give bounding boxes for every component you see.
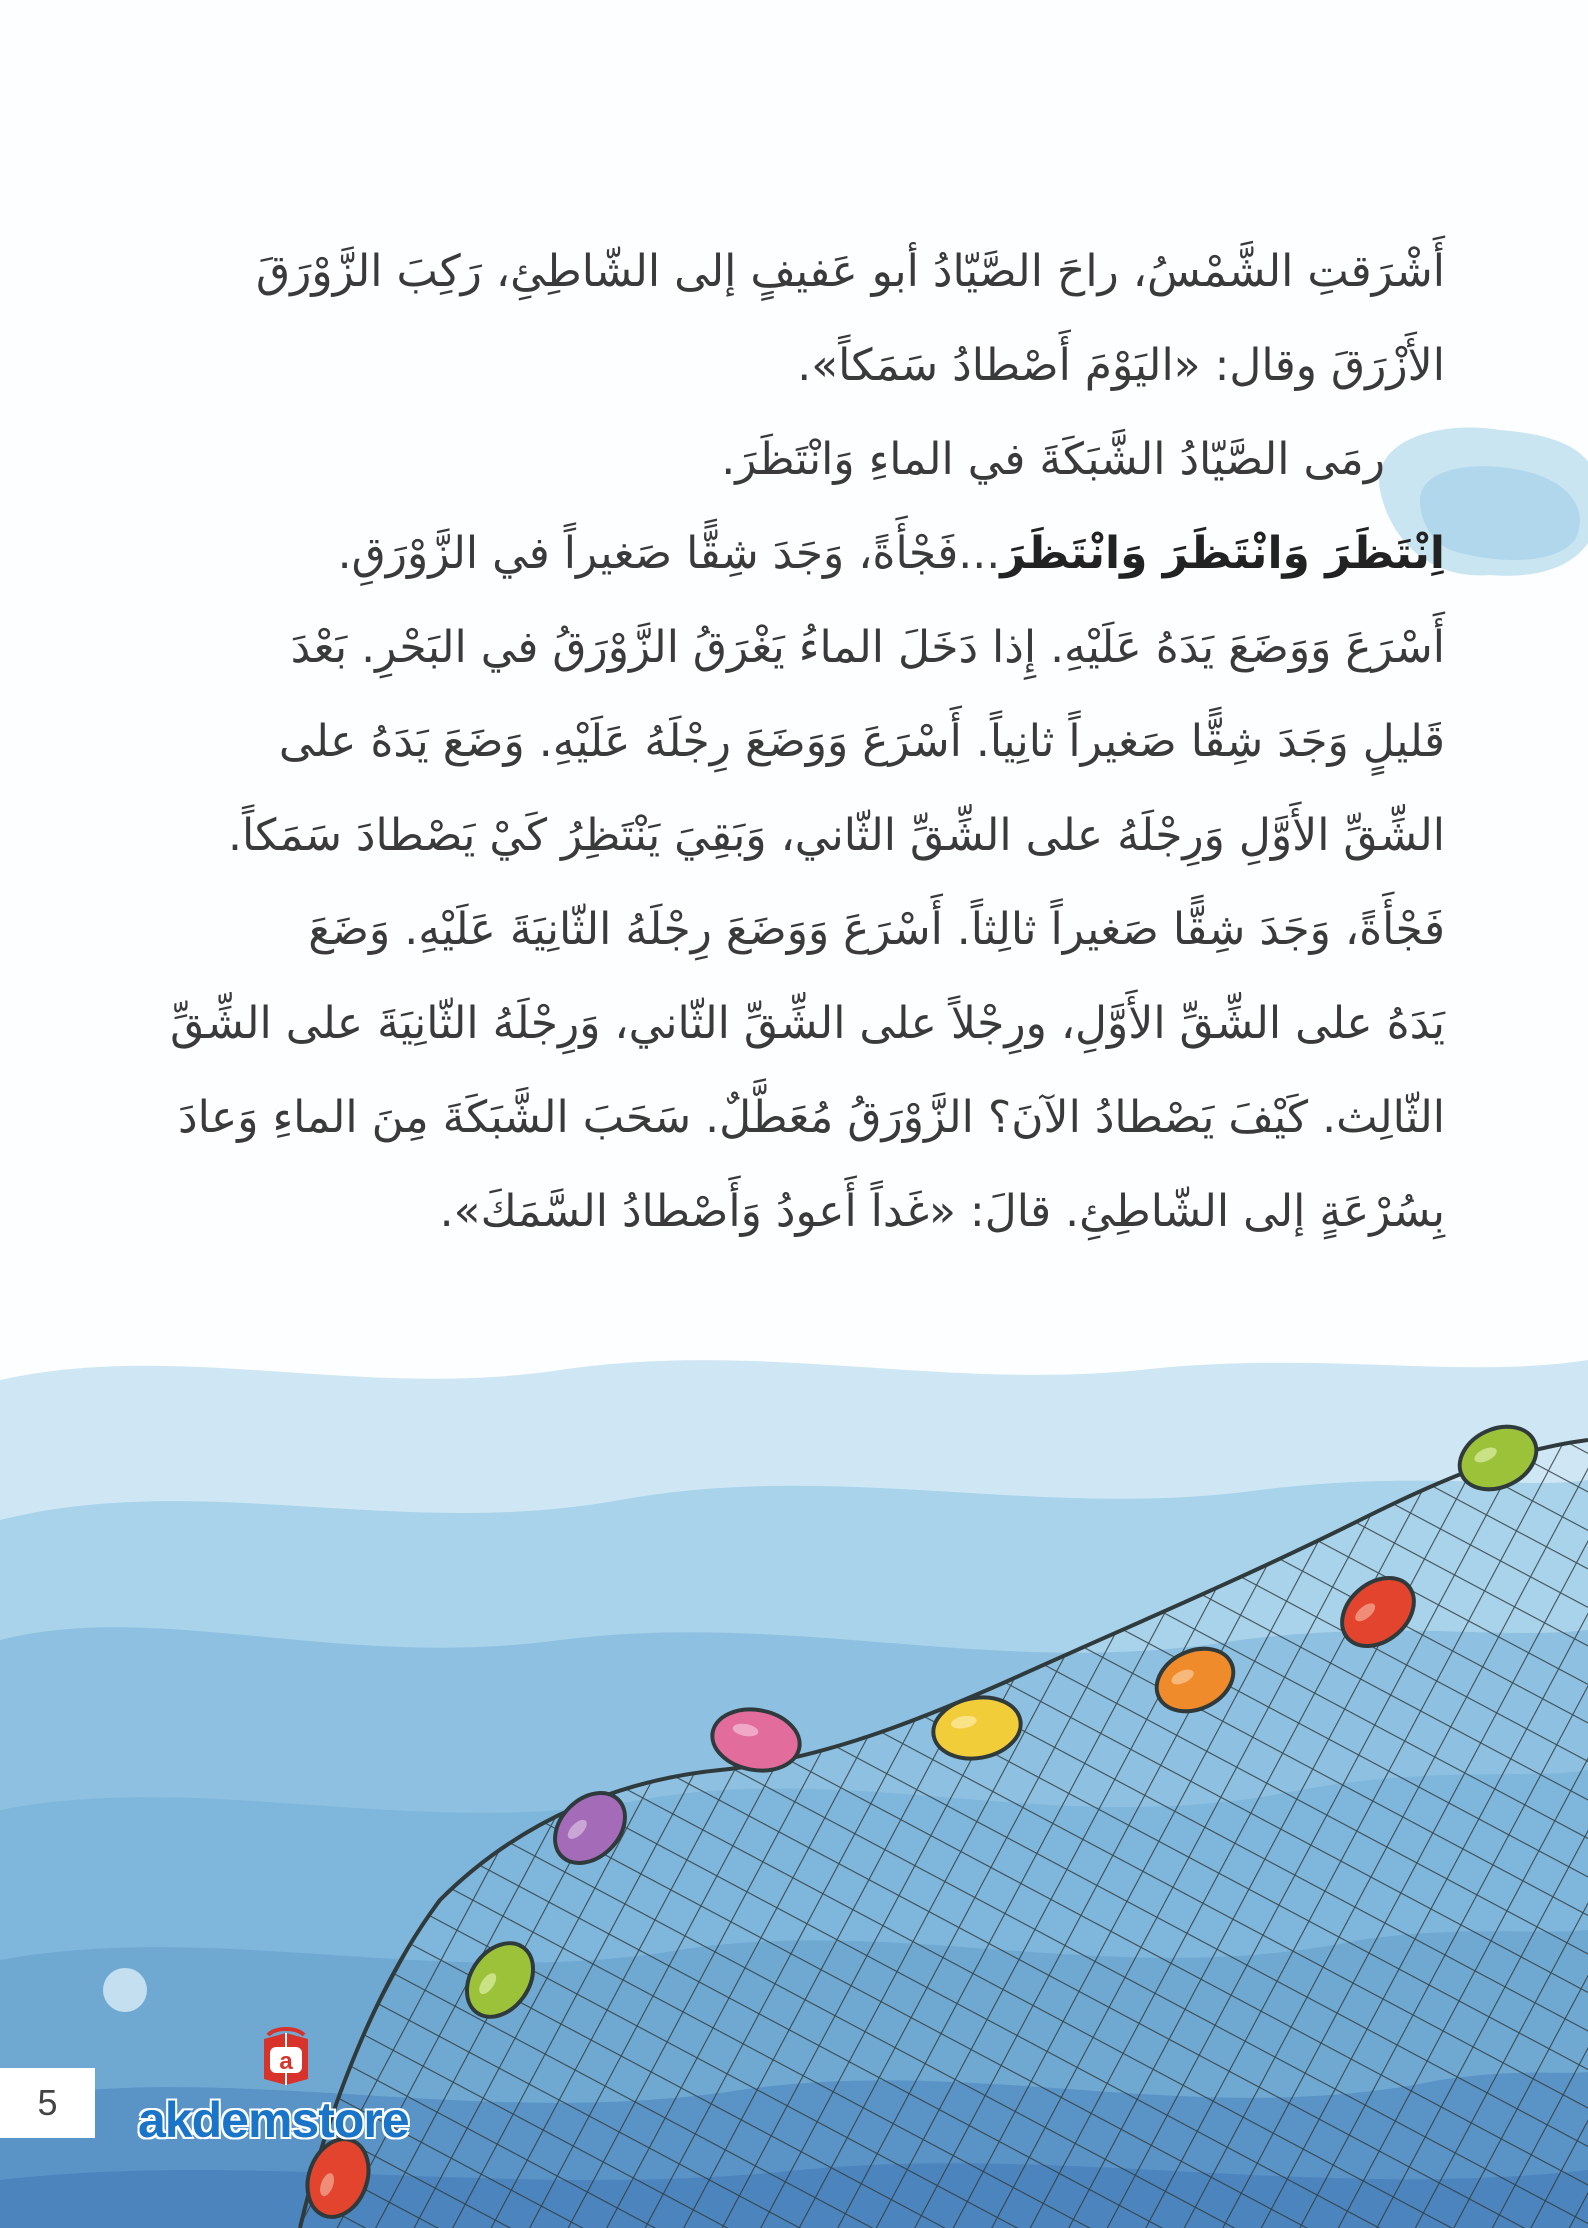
page-number: 5 <box>37 2082 58 2123</box>
story-line-5: أَسْرَعَ وَوَضَعَ يَدَهُ عَلَيْهِ. إِذا دَخَلَ الماءُ يَغْرَقُ الزَّوْرَقُ في البَحْرِ. بَعْدَ <box>290 622 1445 673</box>
story-line-8: فَجْأَةً، وَجَدَ شِقًّا صَغيراً ثالِثاً. أَسْرَعَ وَوَضَعَ رِجْلَهُ الثّانِيَةَ عَلَيْهِ. وَضَعَ <box>308 904 1445 955</box>
logo-icon-letter: a <box>279 2048 293 2075</box>
page-number-box <box>0 2068 95 2138</box>
story-text <box>150 225 1445 1259</box>
story-line-4 <box>150 507 1445 601</box>
bold-phrase: اِنْتَظَرَ وَانْتَظَرَ وَانْتَظَرَ <box>1000 528 1445 579</box>
bubble <box>103 1968 147 2012</box>
story-line-1: أَشْرَقتِ الشَّمْسُ، راحَ الصَّيّادُ أبو عَفيفٍ إلى الشّاطِئِ، رَكِبَ الزَّوْرَقَ <box>255 246 1445 297</box>
story-line-2: الأَزْرَقَ وقال: «اليَوْمَ أَصْطادُ سَمَكاً». <box>797 340 1445 391</box>
story-line-10: الثّالِث. كَيْفَ يَصْطادُ الآنَ؟ الزَّوْرَقُ مُعَطَّلٌ. سَحَبَ الشَّبَكَةَ مِنَ الماءِ وَعادَ <box>177 1092 1445 1143</box>
story-line-3: رمَى الصَّيّادُ الشَّبَكَةَ في الماءِ وَانْتَظَرَ. <box>721 434 1385 485</box>
story-line-6: قَليلٍ وَجَدَ شِقًّا صَغيراً ثانِياً. أَسْرَعَ وَوَضَعَ رِجْلَهُ عَلَيْهِ. وَضَعَ يَدَهُ على <box>278 716 1445 767</box>
story-line-9: يَدَهُ على الشِّقِّ الأَوَّلِ، ورِجْلاً على الشِّقِّ الثّاني، وَرِجْلَهُ الثّانِيَةَ على الشِّقِّ <box>170 998 1445 1049</box>
book-cart-icon <box>256 2025 316 2087</box>
story-line-7: الشِّقِّ الأَوَّلِ وَرِجْلَهُ على الشِّقِّ الثّاني، وَبَقِيَ يَنْتَظِرُ كَيْ يَصْطادَ سَمَكاً. <box>227 810 1445 861</box>
store-logo <box>138 2025 448 2165</box>
brand-text: akdemstore <box>138 2092 409 2148</box>
story-line-11: بِسُرْعَةٍ إلى الشّاطِئِ. قالَ: «غَداً أَعودُ وَأَصْطادُ السَّمَكَ». <box>439 1186 1445 1237</box>
story-line-4-rest: ...فَجْأَةً، وَجَدَ شِقًّا صَغيراً في الزَّوْرَقِ. <box>337 528 1001 579</box>
